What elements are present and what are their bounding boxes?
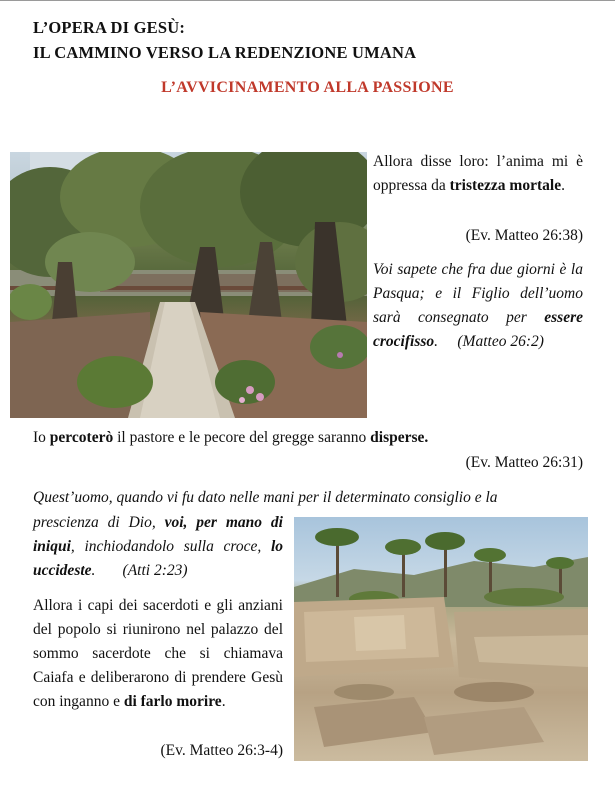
section-subtitle: L’AVVICINAMENTO ALLA PASSIONE bbox=[161, 79, 454, 96]
ref-matteo-26-38: (Ev. Matteo 26:38) bbox=[465, 227, 583, 244]
verse-matteo-26-2: Voi sapete che fra due giorni è la Pasqua; e il Figlio dell’uomo sarà consegnato per essere crocifisso. (Matteo 26:2) bbox=[373, 261, 583, 350]
verse-atti-2-23-line1: Quest’uomo, quando vi fu dato nelle mani per il determinato consiglio e la bbox=[33, 489, 498, 506]
ref-matteo-26-2: (Matteo 26:2) bbox=[457, 333, 544, 350]
verse-matteo-26-3-4: Allora i capi dei sacerdoti e gli anziani del popolo si riunirono nel palazzo del sommo sacerdote che si chiamava Caiafa e deliberarono di prendere Gesù con inganno e di farlo morire. bbox=[33, 597, 283, 710]
verse-matteo-26-31: Io percoterò il pastore e le pecore del gregge saranno disperse. bbox=[33, 429, 429, 446]
header-line-2: IL CAMMINO VERSO LA REDENZIONE UMANA bbox=[33, 43, 417, 62]
header-line-1: L’OPERA DI GESÙ: bbox=[33, 18, 186, 37]
ref-matteo-26-31: (Ev. Matteo 26:31) bbox=[465, 454, 583, 471]
ref-atti-2-23: (Atti 2:23) bbox=[122, 562, 188, 579]
ref-matteo-26-3-4: (Ev. Matteo 26:3-4) bbox=[160, 742, 283, 759]
verse-atti-2-23: prescienza di Dio, voi, per mano di iniqui, inchiodandolo sulla croce, lo uccideste. (Atti 2:23) bbox=[33, 514, 283, 579]
excavation-ruins-photo bbox=[294, 517, 588, 761]
olive-garden-photo bbox=[10, 152, 367, 418]
verse-matteo-26-38: Allora disse loro: l’anima mi è oppressa da tristezza mortale. bbox=[373, 153, 583, 194]
top-rule bbox=[0, 0, 615, 1]
